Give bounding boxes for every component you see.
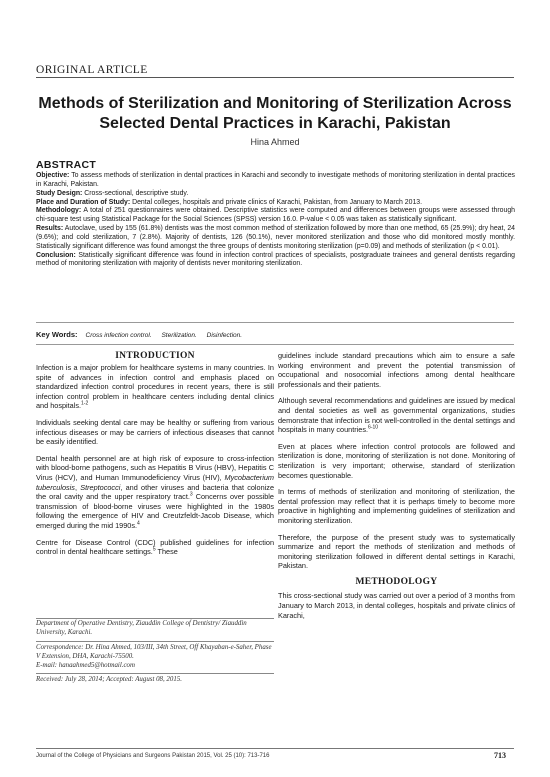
keywords-bottom-divider xyxy=(36,344,514,345)
footnote-email: E-mail: hanaahmed5@hotmail.com xyxy=(36,662,135,669)
page-footer-divider xyxy=(36,748,514,749)
intro-paragraph: Individuals seeking dental care may be healthy or suffering from various infectious diseases or may be carriers of infectious diseases that cannot be easily identified. xyxy=(36,417,274,447)
footnote-department: Department of Operative Dentistry, Ziauddin College of Dentistry/ Ziauddin University, Karachi. xyxy=(36,620,247,636)
keywords-top-divider xyxy=(36,322,514,323)
intro-paragraph: Centre for Disease Control (CDC) published guidelines for infection control in dental healthcare settings.$^5$ These xyxy=(36,537,274,557)
introduction-heading: INTRODUCTION xyxy=(115,351,195,361)
abstract-methodology: Methodology: A total of 251 questionnaires were obtained. Descriptive statistics were computed and differences between groups were assessed through chi-square test using Statistical Package for the Social Sciences (SPSS) version 16.0. P-value < 0.05 was taken as statistically significant. xyxy=(36,207,515,224)
page-number: 713 xyxy=(494,751,506,760)
right-column xyxy=(278,351,515,627)
keywords xyxy=(36,330,250,339)
body-paragraph: Even at places where infection control protocols are followed and sterilization is done, monitoring of sterilization is not done. Monitoring of sterilization is very important; otherwise, standard of sterilization becomes questionable. xyxy=(278,441,515,480)
abstract-body xyxy=(36,172,515,269)
abstract-objective: Objective: To assess methods of sterilization in dental practices in Karachi and secondly to investigate methods of monitoring sterilization in dental practices in Karachi, Pakistan. xyxy=(36,172,516,188)
journal-citation: Journal of the College of Physicians and Surgeons Pakistan 2015, Vol. 25 (10): 713-716 xyxy=(36,753,270,759)
footnote-divider xyxy=(36,673,274,674)
article-author: Hina Ahmed xyxy=(250,137,300,147)
article-title: Methods of Sterilization and Monitoring of Sterilization Across Selected Dental Practices in Karachi, Pakistan xyxy=(38,95,512,132)
keywords-list xyxy=(86,332,251,339)
left-column xyxy=(36,363,274,564)
body-paragraph: This cross-sectional study was carried out over a period of 3 months from January to March 2013, in dental colleges, hospitals and private clinics of Karachi, xyxy=(278,591,515,620)
body-paragraph: guidelines include standard precautions which aim to ensure a safe working environment and prevent the potential transmission of occupational and nosocomial infections among dental healthcare professionals and their patients. xyxy=(278,351,515,389)
abstract-design: Study Design: Cross-sectional, descriptive study. xyxy=(36,189,189,197)
header-divider xyxy=(36,77,514,78)
keyword-item: Disinfection. xyxy=(206,332,243,339)
body-paragraph: Therefore, the purpose of the present study was to systematically summarize and report the methods of sterilization and methods of monitoring sterilization followed in different dental settings in Karachi, Pakistan. xyxy=(278,532,515,571)
body-paragraph: Although several recommendations and guidelines are issued by medical and dental societies as well as governmental organizations, studies demonstrate that infection is not well-controlled in the dental settings and hospitals in many countries.$^{6-10}$ xyxy=(278,396,515,435)
footnote-correspondence: Correspondence: Dr. Hina Ahmed, 103/III, 34th Street, Off Khayaban-e-Saher, Phase V Extension, DHA, Karachi-75500. xyxy=(36,644,272,660)
keyword-item: Sterilization. xyxy=(161,332,197,339)
section-label: ORIGINAL ARTICLE xyxy=(36,64,148,76)
abstract-conclusion: Conclusion: Statistically significant difference was found in infection control practices of specialists, postgraduate trainees and general dentists regarding method of monitoring sterilization with majority of dentists never monitoring sterilization. xyxy=(36,251,516,268)
abstract-place: Place and Duration of Study: Dental colleges, hospitals and private clinics of Karachi, Pakistan, from January to March 2013. xyxy=(36,198,423,206)
abstract-heading: ABSTRACT xyxy=(36,159,97,171)
keywords-label: Key Words: xyxy=(36,330,78,339)
keyword-item: Cross infection control. xyxy=(85,332,152,339)
intro-paragraph: Dental health personnel are at high risk of exposure to cross-infection with blood-borne pathogens, such as Hepatitis B Virus (HBV), Hepatitis C Virus (HCV), and Human Immunodeficiency Virus (HIV), Mycobacterium tuberculosis, Streptococci, and other viruses and bacteria that colonize the oral cavity and the upper respiratory tract.$^3$ Concerns over possible transmission of blood-borne viruses were highlighted in the 1980s following the emergence of HIV and Creutzfeldt-Jacob Disease, which emerged during the mid 1990s.$^4$ xyxy=(36,453,274,530)
footnote-received: Received: July 28, 2014; Accepted: August 08, 2015. xyxy=(36,676,182,683)
footnote-divider xyxy=(36,618,274,619)
body-paragraph: In terms of methods of sterilization and monitoring of sterilization, the dental profession may reflect that it is perhaps timely to become more proactive in highlighting and implementing guidelines of sterilization and monitoring sterilization. xyxy=(278,487,515,525)
methodology-heading: METHODOLOGY xyxy=(355,576,438,587)
footnote-divider xyxy=(36,641,274,642)
abstract-results: Results: Autoclave, used by 155 (61.8%) dentists was the most common method of sterilization followed by more than one method, 65 (25.9%); dry heat, 24 (9.6%); and cold sterilization, 7 (2.8%). Majority of dentists, 126 (50.1%), never monitored sterilization and those who did monitored mostly monthly. Statistically significant difference was found amongst the three groups of dentists monitoring sterilization (p=0.09) and methods of sterilization (p < 0.01). xyxy=(36,225,515,250)
intro-paragraph: Infection is a major problem for healthcare systems in many countries. In spite of advances in infection control and emphasis placed on standardized infection control procedures in recent years, there is still infection control problem in healthcare centers including dental clinics and hospitals.$^{1-2}$ xyxy=(36,363,274,411)
